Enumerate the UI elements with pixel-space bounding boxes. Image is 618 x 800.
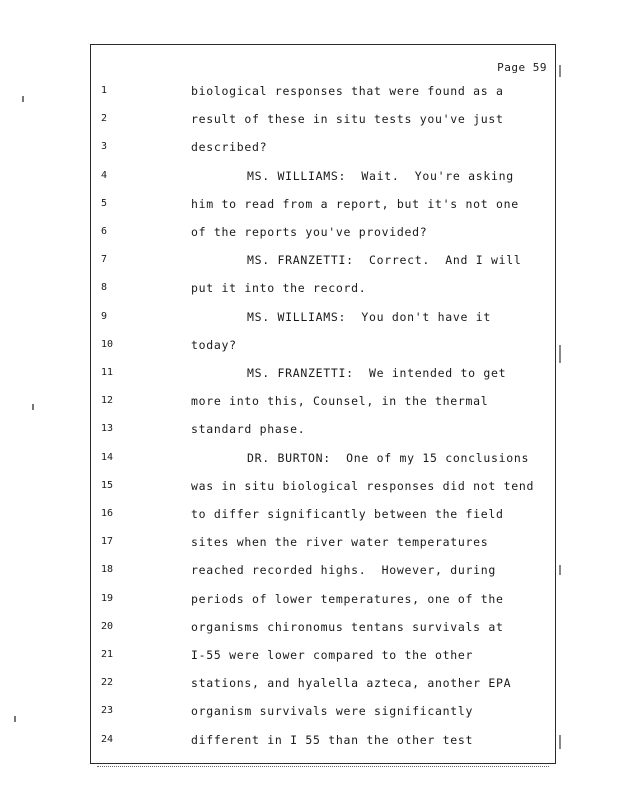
line-text: was in situ biological responses did not tend [191, 478, 535, 493]
line-number: 1 [101, 85, 108, 96]
transcript-line [91, 532, 555, 560]
transcript-line [91, 701, 555, 729]
line-number: 11 [101, 367, 114, 378]
transcript-line [91, 419, 555, 447]
transcript-line [91, 250, 555, 278]
line-text: more into this, Counsel, in the thermal [191, 394, 489, 409]
scan-margin-speck [22, 96, 24, 102]
transcript-line [91, 194, 555, 222]
line-text: biological responses that were found as a [191, 84, 504, 98]
line-text: of the reports you've provided? [191, 225, 428, 239]
line-number: 22 [101, 677, 114, 689]
line-number: 3 [101, 141, 108, 153]
line-text: I-55 were lower compared to the other [191, 648, 474, 662]
scan-margin-speck [32, 404, 34, 410]
line-number: 20 [101, 620, 114, 632]
line-text: stations, and hyalella azteca, another EPA [191, 676, 512, 691]
line-number: 7 [101, 254, 108, 266]
scan-edge-mark [559, 735, 561, 749]
line-text: result of these in situ tests you've just [191, 112, 504, 127]
line-text: MS. WILLIAMS: You don't have it [247, 309, 491, 324]
line-number: 23 [101, 705, 114, 717]
line-number: 2 [101, 113, 108, 125]
line-number: 16 [101, 508, 114, 519]
transcript-line [91, 81, 555, 109]
line-text: periods of lower temperatures, one of the [191, 591, 504, 606]
transcript-line [91, 476, 555, 504]
line-text: organism survivals were significantly [191, 704, 474, 719]
line-number: 17 [101, 536, 114, 548]
line-number: 9 [101, 310, 108, 322]
line-number: 15 [101, 479, 114, 491]
line-number: 5 [101, 197, 108, 209]
scan-edge-mark [559, 345, 561, 363]
scan-margin-speck [14, 716, 16, 722]
page-number: Page 59 [497, 61, 547, 74]
line-text: organisms chironomus tentans survivals at [191, 619, 504, 634]
transcript-line [91, 222, 555, 250]
transcript-line [91, 504, 555, 532]
line-text: him to read from a report, but it's not one [191, 196, 519, 211]
line-number: 10 [101, 338, 114, 350]
transcript-line [91, 730, 555, 758]
transcript-line [91, 363, 555, 391]
scan-edge-mark [559, 565, 561, 575]
line-number: 8 [101, 282, 108, 294]
line-text: put it into the record. [191, 281, 367, 296]
transcript-page [90, 44, 556, 764]
line-text: reached recorded highs. However, during [191, 563, 496, 578]
line-text: DR. BURTON: One of my 15 conclusions [247, 450, 530, 465]
transcript-line [91, 448, 555, 476]
line-number: 24 [101, 733, 114, 745]
line-number: 19 [101, 592, 114, 604]
line-text: to differ significantly between the field [191, 507, 504, 521]
line-number: 21 [101, 649, 114, 660]
transcript-line [91, 307, 555, 335]
transcript-line [91, 391, 555, 419]
line-text: different in I 55 than the other test [191, 732, 474, 747]
transcript-line [91, 335, 555, 363]
scan-edge-mark [559, 65, 561, 77]
transcript-line [91, 278, 555, 306]
scan-bottom-noise [97, 763, 549, 767]
line-text: MS. FRANZETTI: Correct. And I will [247, 253, 522, 268]
line-text: MS. FRANZETTI: We intended to get [247, 366, 507, 380]
line-number: 4 [101, 169, 108, 181]
transcript-line [91, 589, 555, 617]
transcript-line [91, 645, 555, 673]
transcript-line [91, 673, 555, 701]
line-text: today? [191, 337, 237, 352]
transcript-line [91, 560, 555, 588]
line-text: MS. WILLIAMS: Wait. You're asking [247, 168, 514, 183]
line-number: 18 [101, 564, 114, 576]
line-text: sites when the river water temperatures [191, 535, 489, 550]
line-number: 12 [101, 395, 114, 407]
transcript-line [91, 109, 555, 137]
transcript-line [91, 617, 555, 645]
line-text: standard phase. [191, 422, 306, 437]
line-text: described? [191, 140, 268, 155]
transcript-line [91, 166, 555, 194]
transcript-line [91, 137, 555, 165]
line-number: 13 [101, 423, 114, 435]
line-number: 6 [101, 226, 108, 237]
line-number: 14 [101, 451, 114, 463]
